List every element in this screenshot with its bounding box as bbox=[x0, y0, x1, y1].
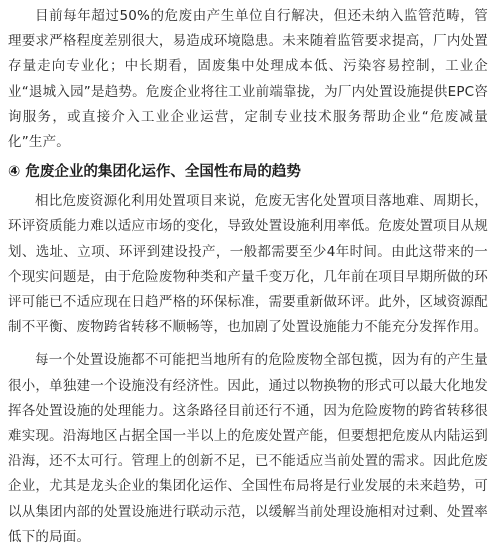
paragraph-project-difficulty: 相比危废资源化利用处置项目来说，危废无害化处置项目落地难、周期长，环评资质能力难以适应市场的变化，导致处置设施利用率低。危废处置项目从规划、选址、立项、环评到建设投产，一般都需要至少4年时间。由此这带来的一个现实问题是，由于危险废物种类和产量千变万化，几年前在项目早期所做的环评可能已不适应现在日趋严格的环保标准，需要重新做环评。此外，区域资源配制不平衡、废物跨省转移不顺畅等，也加剧了处置设施能力不能充分发挥作用。 bbox=[8, 193, 488, 336]
section-heading-group-operation: ④ 危废企业的集团化运作、全国性布局的趋势 bbox=[8, 164, 301, 181]
paragraph-facility-linkage: 每一个处置设施都不可能把当地所有的危险废物全部包揽，因为有的产生量很小，单独建一个设施没有经济性。因此，通过以物换物的形式可以最大化地发挥各处置设施的处理能力。这条路径目前还行不通，因为危险废物的跨省转移很难实现。沿海地区占据全国一半以上的危废处置产能，但要想把危废从内陆运到沿海，还不太可行。管理上的创新不足，已不能适应当前处置的需求。因此危废企业，尤其是龙头企业的集团化运作、全国性布局将是行业发展的未来趋势，可以从集团内部的处置设施进行联动示范，以缓解当前处理设施相对过剩、处置率低下的局面。 bbox=[8, 352, 488, 545]
paragraph-waste-supervision: 目前每年超过50%的危废由产生单位自行解决，但还未纳入监管范畴，管理要求严格程度差别很大，易造成环境隐患。未来随着监管要求提高，厂内处置存量走向专业化；中长期看，固废集中处理成本低、污染容易控制，工业企业“退城入园”是趋势。危废企业将往工业前端靠拢，为厂内处置设施提供EPC咨询服务，或直接介入工业企业运营，定制专业技术服务帮助企业“危废减量化”生产。 bbox=[8, 8, 488, 151]
